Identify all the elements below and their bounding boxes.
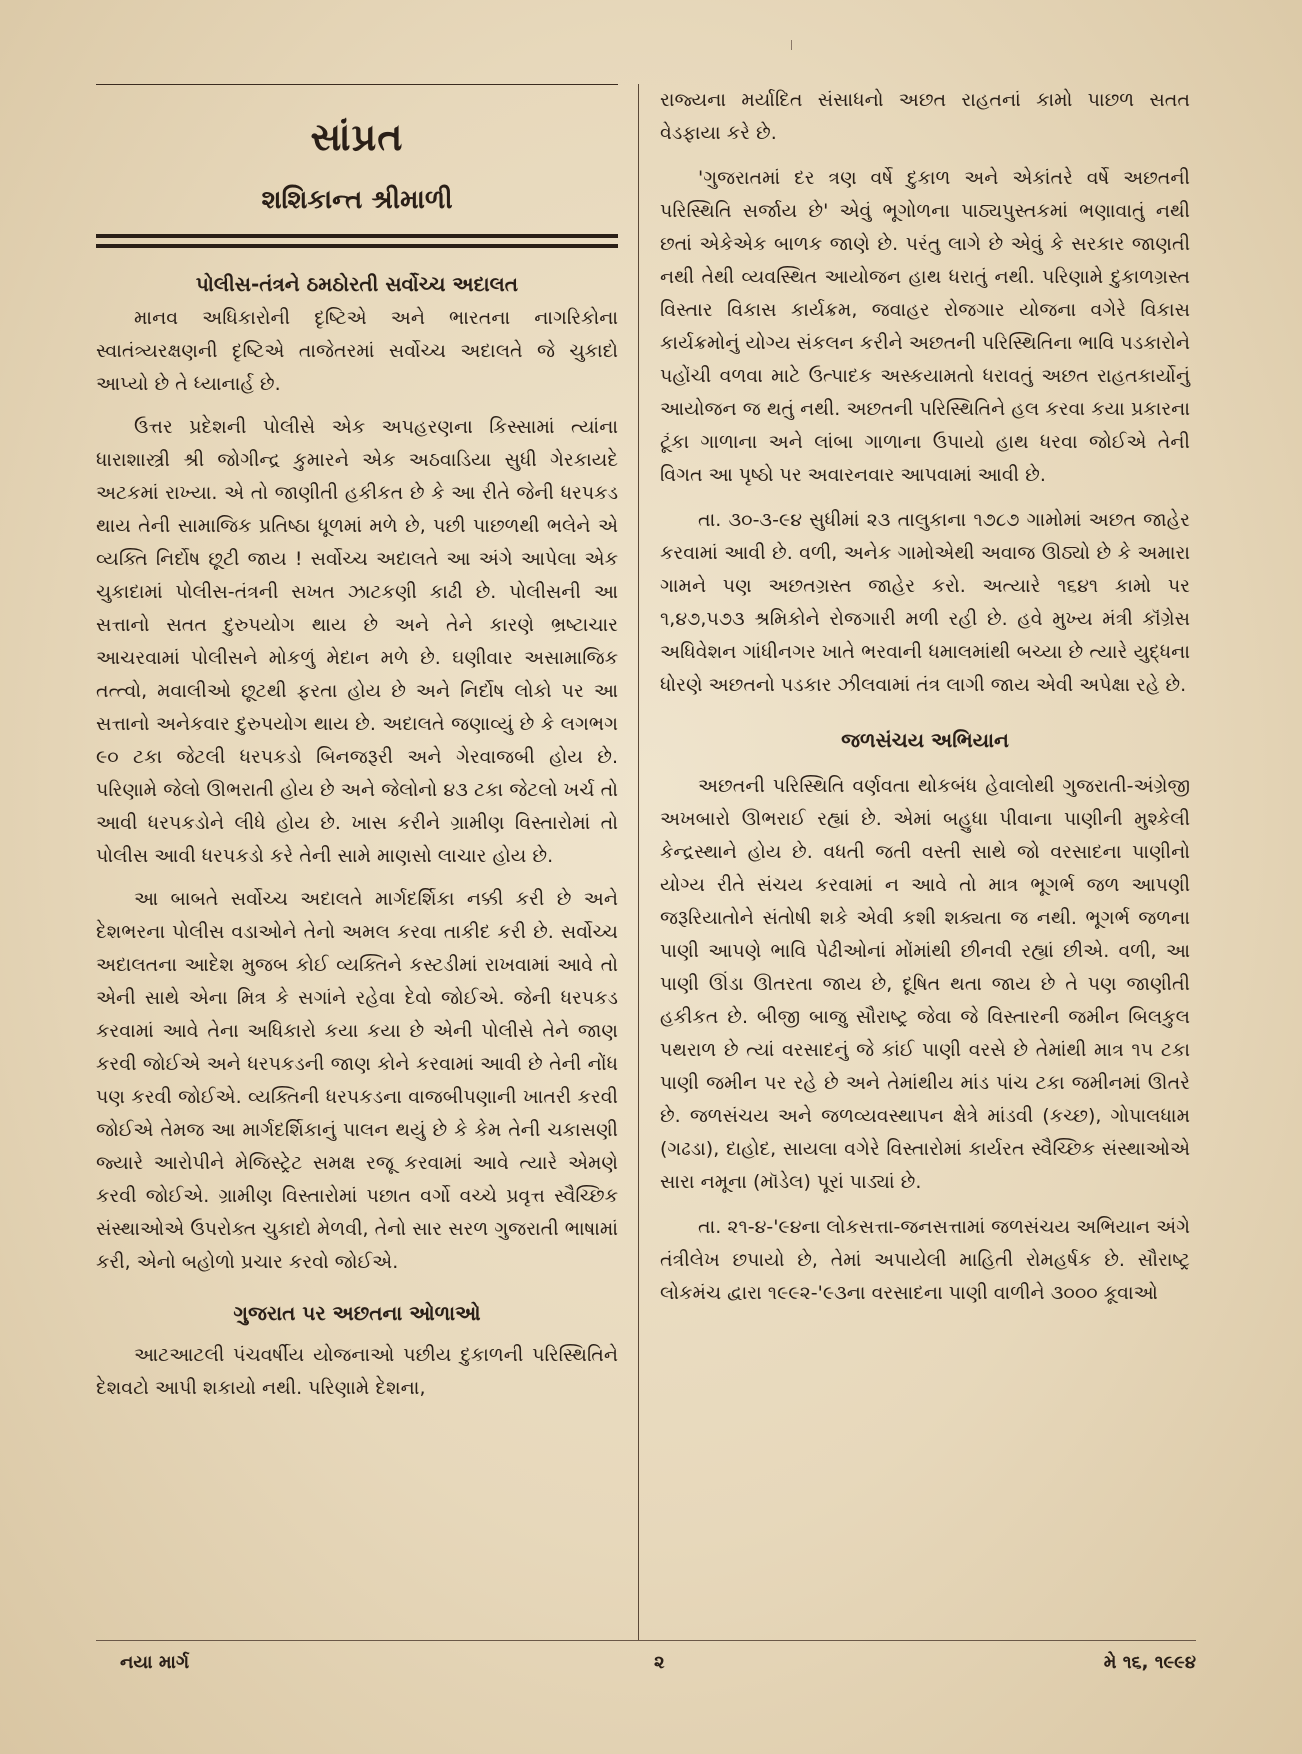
masthead [96, 110, 618, 218]
paragraph: રાજ્યના મર્યાદિત સંસાધનો અછત રાહતનાં કામો પાછળ સતત વેડફાયા કરે છે. [660, 89, 1190, 144]
paragraph: આ બાબતે સર્વોચ્ચ અદાલતે માર્ગદર્શિકા નક્કી કરી છે અને દેશભરના પોલીસ વડાઓને તેનો અમલ કરવા તાકીદ કરી છે. સર્વોચ્ચ અદાલતના આદેશ મુજબ કોઈ વ્યક્તિને કસ્ટડીમાં રાખવામાં આવે તો એની સાથે એના મિત્ર કે સગાંને રહેવા દેવો જોઈએ. જેની ધરપકડ કરવામાં આવે તેના અધિકારો કયા કયા છે એની પોલીસે તેને જાણ કરવી જોઈએ અને ધરપકડની જાણ કોને કરવામાં આવી છે તેની નોંધ પણ કરવી જોઈએ. વ્યક્તિની ધરપકડના વાજબીપણાની ખાતરી કરવી જોઈએ તેમજ આ માર્ગદર્શિકાનું પાલન થયું છે કે કેમ તેની ચકાસણી જ્યારે આરોપીને મેજિસ્ટ્રેટ સમક્ષ રજૂ કરવામાં આવે ત્યારે એમણે કરવી જોઈએ. ગ્રામીણ વિસ્તારોમાં પછાત વર્ગો વચ્ચે પ્રવૃત્ત સ્વૈચ્છિક સંસ્થાઓએ ઉપરોક્ત ચુકાદો મેળવી, તેનો સાર સરળ ગુજરાતી ભાષામાં કરી, એનો બહોળો પ્રચાર કરવો જોઈએ. [96, 888, 618, 1273]
paragraph: ઉત્તર પ્રદેશની પોલીસે એક અપહરણના કિસ્સામાં ત્યાંના ધારાશાસ્ત્રી શ્રી જોગીન્દ્ર કુમારને એક અઠવાડિયા સુધી ગેરકાયદે અટકમાં રાખ્યા. એ તો જાણીતી હકીકત છે કે આ રીતે જેની ધરપકડ થાય તેની સામાજિક પ્રતિષ્ઠા ધૂળમાં મળે છે, પછી પાછળથી ભલેને એ વ્યક્તિ નિર્દોષ છૂટી જાય ! સર્વોચ્ચ અદાલતે આ અંગે આપેલા એક ચુકાદામાં પોલીસ-તંત્રની સખત ઝાટકણી કાઢી છે. પોલીસની આ સત્તાનો સતત દુરુપયોગ થાય છે અને તેને કારણે ભ્રષ્ટાચાર આચરવામાં પોલીસને મોકળું મેદાન મળે છે. ઘણીવાર અસામાજિક તત્ત્વો, મવાલીઓ છૂટથી ફરતા હોય છે અને નિર્દોષ લોકો પર આ સત્તાનો અનેકવાર દુરુપયોગ થાય છે. અદાલતે જણાવ્યું છે કે લગભગ ૯૦ ટકા જેટલી ધરપકડો બિનજરૂરી અને ગેરવાજબી હોય છે. પરિણામે જેલો ઊભરાતી હોય છે અને જેલોનો ૪૩ ટકા જેટલો ખર્ચ તો આવી ધરપકડોને લીધે હોય છે. ખાસ કરીને ગ્રામીણ વિસ્તારોમાં તો પોલીસ આવી ધરપકડો કરે તેની સામે માણસો લાચાર હોય છે. [96, 416, 618, 867]
page-footer [96, 1652, 1196, 1682]
paragraph: તા. ૨૧-૪-'૯૪ના લોકસત્તા-જનસત્તામાં જળસંચય અભિયાન અંગે તંત્રીલેખ છપાયો છે, તેમાં અપાયેલી માહિતી રોમહર્ષક છે. સૌરાષ્ટ્ર લોકમંચ દ્વારા ૧૯૯૨-'૯૩ના વરસાદના પાણી વાળીને ૩૦૦૦ કૂવાઓ [660, 1216, 1190, 1304]
print-mark [791, 40, 792, 50]
left-column [96, 302, 618, 1405]
column-title: સાંપ્રત [310, 115, 404, 159]
paragraph: અછતની પરિસ્થિતિ વર્ણવતા થોકબંધ હેવાલોથી ગુજરાતી-અંગ્રેજી અખબારો ઊભરાઈ રહ્યાં છે. એમાં બહુધા પીવાના પાણીની મુશ્કેલી કેન્દ્રસ્થાને હોય છે. વધતી જતી વસ્તી સાથે જો વરસાદના પાણીનો યોગ્ય રીતે સંચય કરવામાં ન આવે તો માત્ર ભૂગર્ભ જળ આપણી જરૂરિયાતોને સંતોષી શકે એવી કશી શક્યતા જ નથી. ભૂગર્ભ જળના પાણી આપણે ભાવિ પેઢીઓનાં મોંમાંથી છીનવી રહ્યાં છીએ. વળી, આ પાણી ઊંડા ઊતરતા જાય છે, દૂષિત થતા જાય છે તે પણ જાણીતી હકીકત છે. બીજી બાજુ સૌરાષ્ટ્ર જેવા જે વિસ્તારની જમીન બિલકુલ પથરાળ છે ત્યાં વરસાદનું જે કાંઈ પાણી વરસે છે તેમાંથી માત્ર ૧૫ ટકા પાણી જમીન પર રહે છે અને તેમાંથીય માંડ પાંચ ટકા જમીનમાં ઊતરે છે. જળસંચય અને જળવ્યવસ્થાપન ક્ષેત્રે માંડવી (કચ્છ), ગોપાલધામ (ગઢડા), દાહોદ, સાયલા વગેરે વિસ્તારોમાં કાર્યરત સ્વૈચ્છિક સંસ્થાઓએ સારા નમૂના (મૉડેલ) પૂરાં પાડ્યાં છે. [660, 775, 1190, 1193]
publication-name: નયા માર્ગ [120, 1652, 190, 1673]
author-name: શશિકાન્ત શ્રીમાળી [261, 185, 453, 215]
masthead-double-rule [96, 234, 618, 248]
page-number: ૨ [654, 1652, 665, 1673]
issue-date: મે ૧૬, ૧૯૯૪ [1103, 1652, 1196, 1673]
heading-police-court: પોલીસ-તંત્રને ઠમઠોરતી સર્વોચ્ચ અદાલત [195, 272, 519, 296]
column-divider [638, 84, 639, 1640]
paragraph: તા. ૩૦-૩-૯૪ સુધીમાં ૨૩ તાલુકાના ૧૭૮૭ ગામોમાં અછત જાહેર કરવામાં આવી છે. વળી, અનેક ગામોએથી અવાજ ઊઠ્યો છે કે અમારા ગામને પણ અછતગ્રસ્ત જાહેર કરો. અત્યારે ૧૬૪૧ કામો પર ૧,૪૭,૫૭૩ શ્રમિકોને રોજગારી મળી રહી છે. હવે મુખ્ય મંત્રી કૉંગ્રેસ અધિવેશન ગાંધીનગર ખાતે ભરવાની ધમાલમાંથી બચ્યા છે ત્યારે યુદ્ધના ધોરણે અછતનો પડકાર ઝીલવામાં તંત્ર લાગી જાય એવી અપેક્ષા રહે છે. [660, 509, 1190, 696]
paragraph: આટઆટલી પંચવર્ષીય યોજનાઓ પછીય દુકાળની પરિસ્થિતિને દેશવટો આપી શકાયો નથી. પરિણામે દેશના, [96, 1344, 618, 1399]
heading-water-harvesting: જળસંચય અભિયાન [841, 728, 1009, 752]
heading-gujarat-drought: ગુજરાત પર અછતના ઓળાઓ [233, 1301, 481, 1325]
paragraph: 'ગુજરાતમાં દર ત્રણ વર્ષે દુકાળ અને એકાંતરે વર્ષે અછતની પરિસ્થિતિ સર્જાય છે' એવું ભૂગોળના પાઠ્યપુસ્તકમાં ભણાવાતું નથી છતાં એકેએક બાળક જાણે છે. પરંતુ લાગે છે એવું કે સરકાર જાણતી નથી તેથી વ્યવસ્થિત આયોજન હાથ ધરાતું નથી. પરિણામે દુકાળગ્રસ્ત વિસ્તાર વિકાસ કાર્યક્રમ, જવાહર રોજગાર યોજના વગેરે વિકાસ કાર્યક્રમોનું યોગ્ય સંકલન કરીને અછતની પરિસ્થિતિના ભાવિ પડકારોને પહોંચી વળવા માટે ઉત્પાદક અસ્કયામતો ધરાવતું અછત રાહતકાર્યોનું આયોજન જ થતું નથી. અછતની પરિસ્થિતિને હલ કરવા કયા પ્રકારના ટૂંકા ગાળાના અને લાંબા ગાળાના ઉપાયો હાથ ધરવા જોઈએ તેની વિગત આ પૃષ્ઠો પર અવારનવાર આપવામાં આવી છે. [660, 167, 1190, 486]
top-rule [96, 84, 618, 85]
paragraph: માનવ અધિકારોની દૃષ્ટિએ અને ભારતના નાગરિકોના સ્વાતંત્ર્યરક્ષણની દૃષ્ટિએ તાજેતરમાં સર્વોચ્ચ અદાલતે જે ચુકાદો આપ્યો છે તે ધ્યાનાર્હ છે. [96, 307, 618, 395]
footer-rule [96, 1640, 1196, 1641]
right-column [660, 84, 1190, 1310]
